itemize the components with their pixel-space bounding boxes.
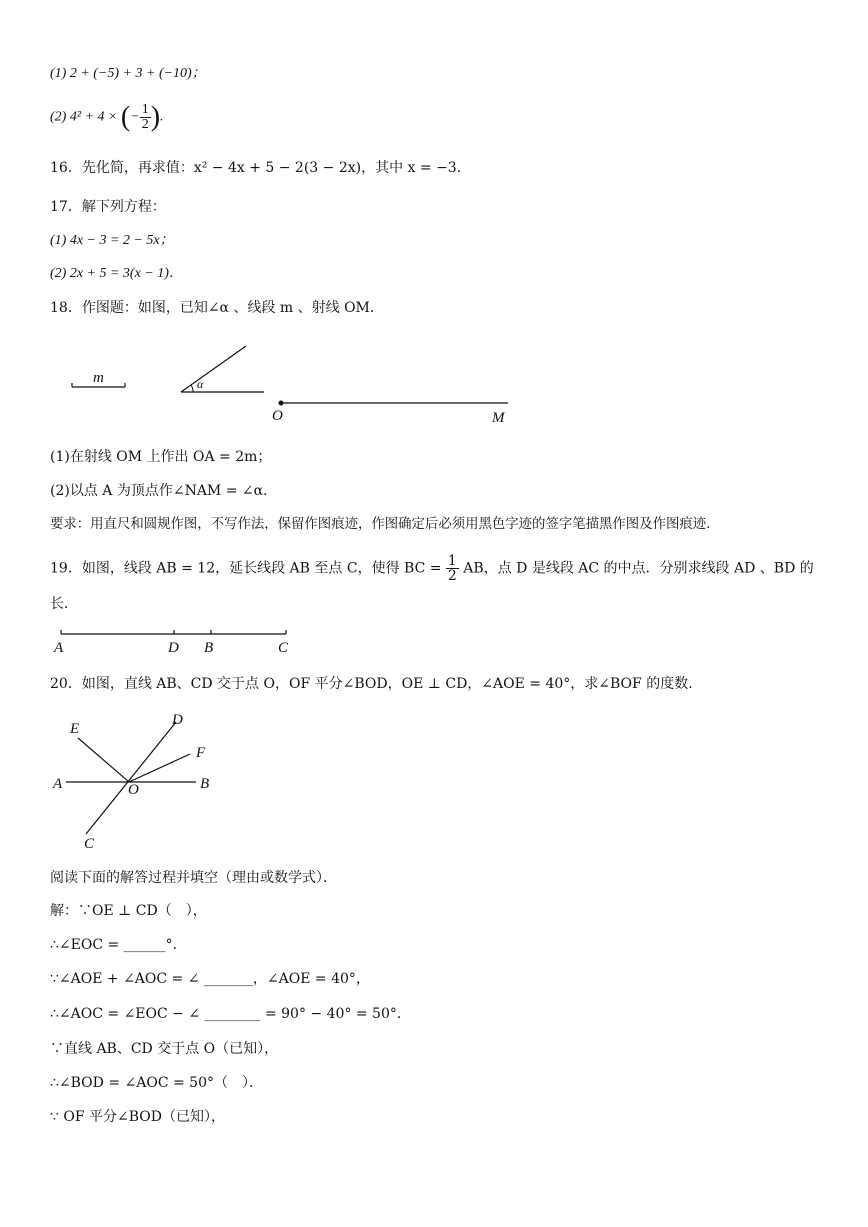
label-B: B xyxy=(200,776,210,792)
label-alpha: α xyxy=(197,377,204,391)
q18-requirement: 要求：用直尺和圆规作图，不写作法，保留作图痕迹，作图确定后必须用黑色字迹的签字笔描黑作图及作图痕迹. xyxy=(50,517,711,532)
q17-item1: (1) 4x − 3 = 2 − 5x； xyxy=(50,233,174,248)
q18-title: 18．作图题：如图，已知∠α 、线段 m 、射线 OM． xyxy=(50,300,384,316)
q18-item2: (2)以点 A 为顶点作∠NAM = ∠α． xyxy=(50,483,278,499)
line-CD xyxy=(86,722,176,834)
q20-step7: ∵ OF 平分∠BOD（已知）， xyxy=(50,1109,225,1125)
q16-text: 16．先化简，再求值：x² − 4x + 5 − 2(3 − 2x)，其中 x = −3． xyxy=(50,160,471,176)
label-D: D xyxy=(172,712,183,728)
q20-step4: ∴∠AOC = ∠EOC − ∠ ________ = 90° − 40° = 50°． xyxy=(50,1006,411,1022)
fraction-numerator: 1 xyxy=(141,102,149,117)
q17-item2: (2) 2x + 5 = 3(x − 1)． xyxy=(50,266,183,281)
angle-alpha-side2 xyxy=(181,346,246,392)
q19-figure xyxy=(50,626,310,658)
q20-step5: ∵直线 AB、CD 交于点 O（已知）， xyxy=(50,1041,279,1057)
q18-item1: (1)在射线 OM 上作出 OA = 2m； xyxy=(50,449,272,465)
label-C: C xyxy=(84,836,95,852)
q20-step6: ∴∠BOD = ∠AOC = 50°（ ）． xyxy=(50,1075,263,1091)
q20-step1: 解：∵OE ⊥ CD（ ）， xyxy=(50,903,207,919)
paren-left: ( xyxy=(120,101,131,133)
label-A: A xyxy=(54,640,64,656)
fraction-numerator: 1 xyxy=(447,553,457,569)
ray-OE xyxy=(78,738,129,782)
q18-figure xyxy=(50,338,520,433)
q20-step3: ∵∠AOE + ∠AOC = ∠ _______，∠AOE = 40°， xyxy=(50,971,370,987)
fraction-half xyxy=(140,103,151,132)
label-m: m xyxy=(93,370,104,386)
label-E: E xyxy=(70,721,80,737)
label-F: F xyxy=(196,745,206,761)
q17-title: 17．解下列方程： xyxy=(50,199,166,215)
q19-line1-part1: 19．如图，线段 AB = 12，延长线段 AB 至点 C，使得 BC = xyxy=(50,560,442,577)
q20-step2: ∴∠EOC = ______°． xyxy=(50,937,187,953)
q19-line1-part2: AB，点 D 是线段 AC 的中点．分别求线段 AD 、BD 的 xyxy=(463,560,814,577)
q20-title: 20．如图，直线 AB、CD 交于点 O，OF 平分∠BOD，OE ⊥ CD，∠AOE = 40°，求∠BOF 的度数． xyxy=(50,676,703,692)
label-M: M xyxy=(492,410,505,426)
label-O: O xyxy=(272,408,283,424)
q20-figure xyxy=(50,708,230,853)
ray-OF xyxy=(129,754,190,782)
q20-read-instruction: 阅读下面的解答过程并填空（理由或数学式）． xyxy=(50,870,337,886)
q19-line2: 长． xyxy=(50,596,78,612)
q15-item2-suffix: . xyxy=(160,109,164,125)
paren-right: ) xyxy=(150,101,161,133)
q15-item2: (2) 4² + 4 × (− $\frac{1}{2}$ ). xyxy=(50,101,164,133)
fraction-denominator: 2 xyxy=(447,568,457,584)
q19-fraction xyxy=(446,554,459,583)
angle-alpha-arc xyxy=(191,385,193,392)
label-O: O xyxy=(128,782,139,798)
fraction-denominator: 2 xyxy=(141,117,149,132)
q15-item2-prefix: (2) 4² + 4 × xyxy=(50,109,118,125)
label-D: D xyxy=(168,640,179,656)
q19-line1 xyxy=(50,554,814,583)
q15-item1: (1) 2 + (−5) + 3 + (−10)； xyxy=(50,66,206,81)
label-C: C xyxy=(278,640,289,656)
label-A: A xyxy=(53,776,63,792)
label-B: B xyxy=(204,640,214,656)
